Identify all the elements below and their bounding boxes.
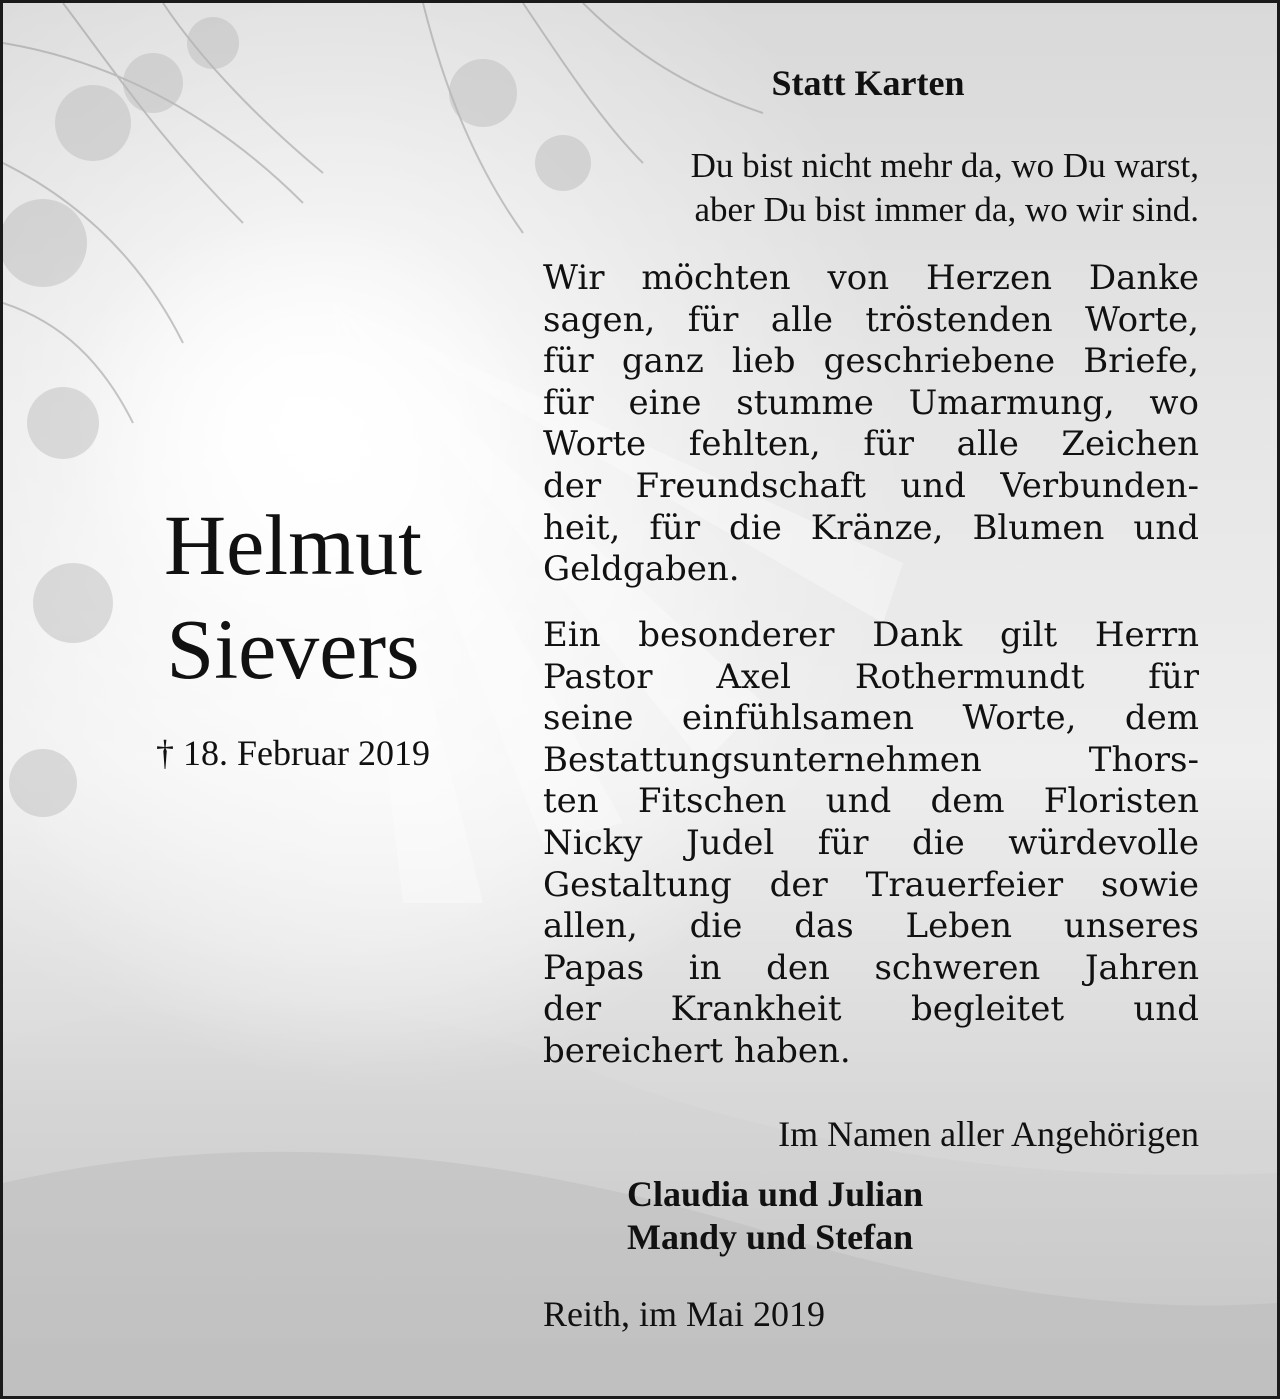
paragraph-line: seine einfühlsamen Worte, dem bbox=[543, 698, 1199, 739]
paragraph-line: Worte fehlten, für alle Zeichen bbox=[543, 424, 1199, 465]
paragraph-line: für ganz lieb geschriebene Briefe, bbox=[543, 341, 1199, 382]
paragraph-line: Nicky Judel für die würdevolle bbox=[543, 822, 1199, 863]
heading-statt-karten: Statt Karten bbox=[771, 63, 965, 103]
place-and-date: Reith, im Mai 2019 bbox=[543, 1294, 825, 1334]
paragraph-line: Pastor Axel Rothermundt für bbox=[543, 656, 1199, 697]
deceased-name bbox=[83, 493, 503, 701]
paragraph-line: Bestattungsunternehmen Thors- bbox=[543, 739, 1199, 780]
paragraph-line: Papas in den schweren Jahren bbox=[543, 947, 1199, 988]
paragraph-line: für eine stumme Umarmung, wo bbox=[543, 382, 1199, 423]
paragraph-line: der Krankheit begleitet und bbox=[543, 989, 1199, 1030]
signer-line: Mandy und Stefan bbox=[627, 1217, 914, 1257]
motto-line: aber Du bist immer da, wo wir sind. bbox=[694, 190, 1199, 229]
signers bbox=[627, 1173, 1187, 1259]
death-date: † 18. Februar 2019 bbox=[156, 733, 430, 773]
paragraph-line: bereichert haben. bbox=[543, 1030, 851, 1071]
paragraph-line: sagen, für alle tröstenden Worte, bbox=[543, 299, 1199, 340]
thanks-paragraph bbox=[543, 258, 1199, 591]
paragraph-line: der Freundschaft und Verbunden- bbox=[543, 465, 1199, 506]
paragraph-line: ten Fitschen und dem Floristen bbox=[543, 781, 1199, 822]
paragraph-line: heit, für die Kränze, Blumen und bbox=[543, 507, 1199, 548]
deceased-first-name: Helmut bbox=[164, 497, 422, 593]
closing-line: Im Namen aller Angehörigen bbox=[778, 1114, 1199, 1154]
motto-quote bbox=[523, 144, 1199, 232]
deceased-last-name: Sievers bbox=[166, 601, 420, 697]
paragraph-line: Gestaltung der Trauerfeier sowie bbox=[543, 864, 1199, 905]
paragraph-line: Ein besonderer Dank gilt Herrn bbox=[543, 615, 1199, 655]
paragraph-line: Geldgaben. bbox=[543, 549, 740, 590]
signer-line: Claudia und Julian bbox=[627, 1174, 924, 1214]
special-thanks-paragraph bbox=[543, 615, 1199, 1073]
paragraph-line: Wir möchten von Herzen Danke bbox=[543, 258, 1199, 298]
motto-line: Du bist nicht mehr da, wo Du warst, bbox=[690, 146, 1199, 185]
paragraph-line: allen, die das Leben unseres bbox=[543, 906, 1199, 947]
